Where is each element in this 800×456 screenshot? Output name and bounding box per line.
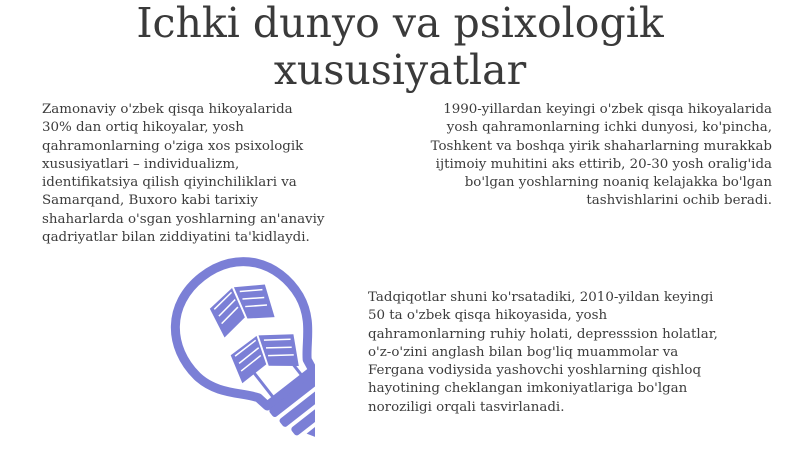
paragraph-research: Tadqiqotlar shuni ko'rsatadiki, 2010-yildan keyingi 50 ta o'zbek qisqa hikoyasida, yosh qahramonlarning ruhiy holati, depresssion holatlar, o'z-o'zini anglash bilan bog'liq muammolar va Fergana vodiysida yashovchi yoshlarning qishloq hayotining cheklangan imkoniyatlariga bo'lgan noroziligi orqali tasvirlanadi.	[368, 290, 718, 415]
lightbulb-books-icon	[165, 252, 315, 452]
paragraph-inner-world: 1990-yillardan keyingi o'zbek qisqa hikoyalarida yosh qahramonlarning ichki dunyosi, ko'pincha, Toshkent va boshqa yirik shaharlarning murakkab ijtimoiy muhitini aks ettirib, 20-30 yosh oralig'ida bo'lgan yoshlarning noaniq kelajakka bo'lgan tashvishlarini ochib beradi.	[430, 102, 772, 209]
paragraph-individualism: Zamonaviy o'zbek qisqa hikoyalarida 30% dan ortiq hikoyalar, yosh qahramonlarning o'ziga xos psixologik xususiyatlari – individualizm, identifikatsiya qilish qiyinchiliklari va Samarqand, Buxoro kabi tarixiy shaharlarda o'sgan yoshlarning an'anaviy qadriyatlar bilan ziddiyatini ta'kidlaydi.	[42, 102, 325, 246]
slide-title: Ichki dunyo va psixologik xususiyatlar	[136, 0, 664, 94]
